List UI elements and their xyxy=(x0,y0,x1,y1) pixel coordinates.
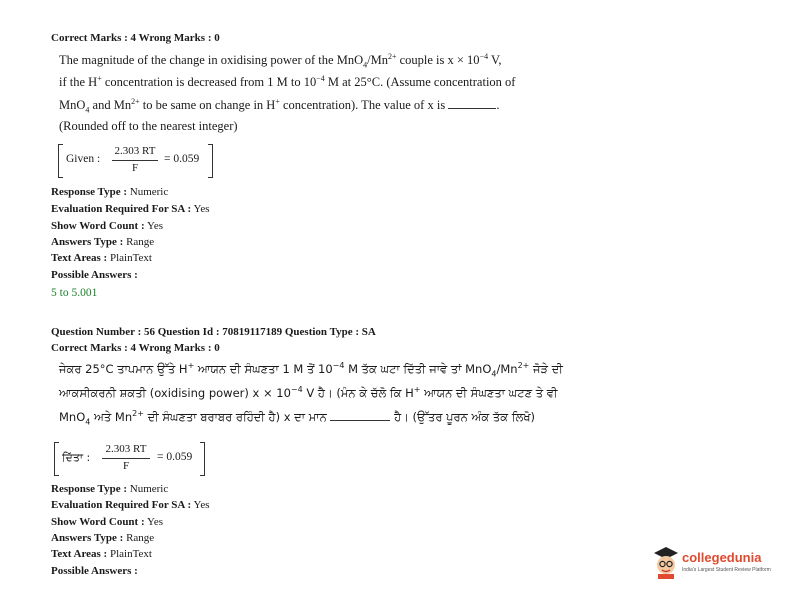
q56-possible-answers: Possible Answers : xyxy=(51,565,138,577)
given-value: = 0.059 xyxy=(164,153,200,165)
q55-answers-type: Answers Type : Range xyxy=(51,236,155,248)
q55-text-line-1: The magnitude of the change in oxidising power of the $MnO_4/Mn^{2+}$ couple is $x \times 10^{-4}$ V, xyxy=(59,51,502,70)
q56-header: Question Number : 56 Question Id : 70819117189 Question Type : SA xyxy=(51,326,376,338)
left-bracket xyxy=(58,144,63,178)
collegedunia-tagline: India's Largest Student Review Platform xyxy=(682,567,771,573)
q55-show-word-count: Show Word Count : Yes xyxy=(51,220,163,232)
q56-text-line-3: MnO$_4$ ਅਤੇ $Mn^{2+}$ ਦੀ ਸੰਘਣਤਾ ਬਰਾਬਰ ਰਹਿੰਦੀ ਹੈ) x ਦਾ ਮਾਨ ਹੈ। (ਉੱਤਰ ਪੂਰਨ ਅੰਕ ਤੱਕ ਲਿਖੋ) xyxy=(59,409,535,427)
q55-text-line-4: (Rounded off to the nearest integer) xyxy=(59,119,238,133)
fraction-bar xyxy=(112,160,158,161)
q55-response-type: Response Type : Numeric xyxy=(51,186,169,198)
q55-answer-range: 5 to 5.001 xyxy=(51,287,98,299)
left-bracket xyxy=(54,442,59,476)
q55-text-areas: Text Areas : PlainText xyxy=(51,252,152,264)
fraction-denominator: F xyxy=(122,460,130,472)
collegedunia-logo-text: collegedunia xyxy=(682,550,762,565)
q55-text-line-2: if the H+ concentration is decreased from 1 M to $10^{-4}$ M at 25°C. (Assume concentration of xyxy=(59,73,516,89)
q56-text-areas: Text Areas : PlainText xyxy=(51,548,152,560)
q56-text-line-1: ਜੇਕਰ 25°C ਤਾਪਮਾਨ ਉੱਤੇ H+ ਆਯਨ ਦੀ ਸੰਘਣਤਾ 1 M ਤੋਂ $10^{-4}$ M ਤੱਕ ਘਟਾ ਦਿੱਤੀ ਜਾਵੇ ਤਾਂ $MnO_4/Mn^{2+}$ ਜੋੜੇ ਦੀ xyxy=(59,361,563,379)
answer-blank xyxy=(330,410,390,421)
q56-show-word-count: Show Word Count : Yes xyxy=(51,516,163,528)
fraction-denominator: F xyxy=(131,162,139,174)
q55-text-line-3: MnO$_4$ and $Mn^{2+}$ to be same on change in H+ concentration). The value of x is . xyxy=(59,96,500,115)
fraction-bar xyxy=(102,458,150,459)
q56-answers-type: Answers Type : Range xyxy=(51,532,155,544)
fraction-numerator: 2.303 RT xyxy=(114,145,156,157)
given-label: ਦਿੱਤਾ : xyxy=(62,451,91,464)
q55-possible-answers: Possible Answers : xyxy=(51,269,138,281)
answer-blank xyxy=(448,98,496,109)
q55-evaluation-required: Evaluation Required For SA : Yes xyxy=(51,203,210,215)
q56-evaluation-required: Evaluation Required For SA : Yes xyxy=(51,499,210,511)
right-bracket xyxy=(200,442,205,476)
collegedunia-mascot-icon xyxy=(652,545,680,579)
q56-marks: Correct Marks : 4 Wrong Marks : 0 xyxy=(51,342,220,354)
given-label: Given : xyxy=(66,153,101,165)
fraction-numerator: 2.303 RT xyxy=(105,443,147,455)
q55-marks: Correct Marks : 4 Wrong Marks : 0 xyxy=(51,32,220,44)
q56-response-type: Response Type : Numeric xyxy=(51,483,169,495)
right-bracket xyxy=(208,144,213,178)
q56-text-line-2: ਆਕਸੀਕਰਨੀ ਸ਼ਕਤੀ (oxidising power) $x \times 10^{-4}$ V ਹੈ। (ਮੰਨ ਕੇ ਚੱਲੋ ਕਿ H+ ਆਯਨ ਦੀ ਸੰਘਣਤਾ ਘਟਣ ਤੇ ਵੀ xyxy=(59,385,558,400)
given-value: = 0.059 xyxy=(157,451,193,463)
